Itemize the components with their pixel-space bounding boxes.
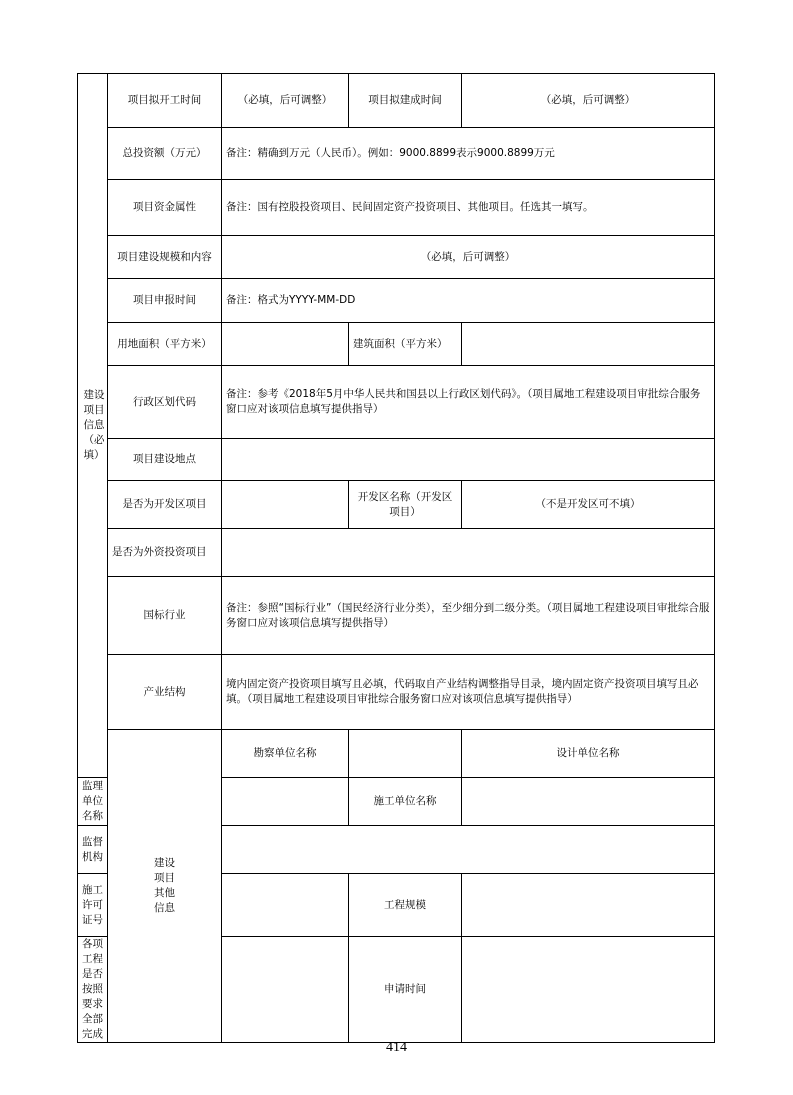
field-construction-unit[interactable] xyxy=(462,778,715,826)
label-survey-unit: 勘察单位名称 xyxy=(222,730,349,778)
label-completion-time: 项目拟建成时间 xyxy=(349,74,462,128)
field-region-code[interactable]: 备注：参考《2018年5月中华人民共和国县以上行政区划代码》。（项目属地工程建设项目审批综合服务窗口应对该项信息填写提供指导） xyxy=(222,366,715,439)
row-total-investment xyxy=(78,128,715,180)
label-design-unit: 设计单位名称 xyxy=(462,730,715,778)
field-completion-time[interactable]: （必填，后可调整） xyxy=(462,74,715,128)
label-dev-zone: 是否为开发区项目 xyxy=(108,481,222,529)
label-land-area: 用地面积（平方米） xyxy=(108,323,222,366)
field-building-area[interactable] xyxy=(462,323,715,366)
label-foreign-investment: 是否为外资投资项目 xyxy=(108,529,222,577)
field-survey-unit[interactable] xyxy=(349,730,462,778)
label-apply-time: 项目申报时间 xyxy=(108,279,222,323)
row-scale xyxy=(78,236,715,279)
field-completion-status[interactable] xyxy=(222,937,349,1043)
project-info-form xyxy=(77,73,715,1043)
label-industry: 国标行业 xyxy=(108,577,222,655)
field-dev-zone-name[interactable]: （不是开发区可不填） xyxy=(462,481,715,529)
field-industry-structure[interactable]: 境内固定资产投资项目填写且必填，代码取自产业结构调整指导目录，境内固定资产投资项目填写且必填。（项目属地工程建设项目审批综合服务窗口应对该项信息填写提供指导） xyxy=(222,655,715,730)
label-total-investment: 总投资额（万元） xyxy=(108,128,222,180)
label-region-code: 行政区划代码 xyxy=(108,366,222,439)
row-fund-attribute xyxy=(78,180,715,236)
section-basic-info: 建设项目信息（必填） xyxy=(78,74,108,778)
section-other-info: 建设项目其他信息 xyxy=(108,730,222,1043)
label-building-area: 建筑面积（平方米） xyxy=(349,323,462,366)
field-project-scale[interactable] xyxy=(462,874,715,937)
page-number: 414 xyxy=(386,1040,407,1055)
field-total-investment[interactable]: 备注：精确到万元（人民币）。例如：9000.8899表示9000.8899万元 xyxy=(222,128,715,180)
row-region-code xyxy=(78,366,715,439)
field-supervisory-agency[interactable] xyxy=(222,826,715,874)
field-location[interactable] xyxy=(222,439,715,481)
field-scale[interactable]: （必填，后可调整） xyxy=(222,236,715,279)
field-start-time[interactable]: （必填，后可调整） xyxy=(222,74,349,128)
label-scale: 项目建设规模和内容 xyxy=(108,236,222,279)
label-supervision-unit: 监理单位名称 xyxy=(78,778,108,826)
label-location: 项目建设地点 xyxy=(108,439,222,481)
row-foreign-investment xyxy=(78,529,715,577)
field-industry[interactable]: 备注：参照“国标行业”（国民经济行业分类），至少细分到二级分类。（项目属地工程建设项目审批综合服务窗口应对该项信息填写提供指导） xyxy=(222,577,715,655)
field-permit-number[interactable] xyxy=(222,874,349,937)
row-location xyxy=(78,439,715,481)
row-survey-unit xyxy=(78,730,715,778)
label-start-time: 项目拟开工时间 xyxy=(108,74,222,128)
label-fund-attribute: 项目资金属性 xyxy=(108,180,222,236)
label-supervisory-agency: 监督机构 xyxy=(78,826,108,874)
field-supervision-unit[interactable] xyxy=(222,778,349,826)
field-dev-zone[interactable] xyxy=(222,481,349,529)
label-permit-number: 施工许可证号 xyxy=(78,874,108,937)
row-apply-time xyxy=(78,279,715,323)
field-application-time[interactable] xyxy=(462,937,715,1043)
label-completion-status: 各项工程是否按照要求全部完成 xyxy=(78,937,108,1043)
label-dev-zone-name: 开发区名称（开发区项目） xyxy=(349,481,462,529)
field-land-area[interactable] xyxy=(222,323,349,366)
row-start-time xyxy=(78,74,715,128)
field-apply-time[interactable]: 备注：格式为YYYY-MM-DD xyxy=(222,279,715,323)
label-application-time: 申请时间 xyxy=(349,937,462,1043)
field-fund-attribute[interactable]: 备注：国有控股投资项目、民间固定资产投资项目、其他项目。任选其一填写。 xyxy=(222,180,715,236)
row-land-area xyxy=(78,323,715,366)
label-industry-structure: 产业结构 xyxy=(108,655,222,730)
label-construction-unit: 施工单位名称 xyxy=(349,778,462,826)
row-industry-structure xyxy=(78,655,715,730)
row-dev-zone xyxy=(78,481,715,529)
row-industry xyxy=(78,577,715,655)
label-project-scale: 工程规模 xyxy=(349,874,462,937)
field-foreign-investment[interactable] xyxy=(222,529,715,577)
